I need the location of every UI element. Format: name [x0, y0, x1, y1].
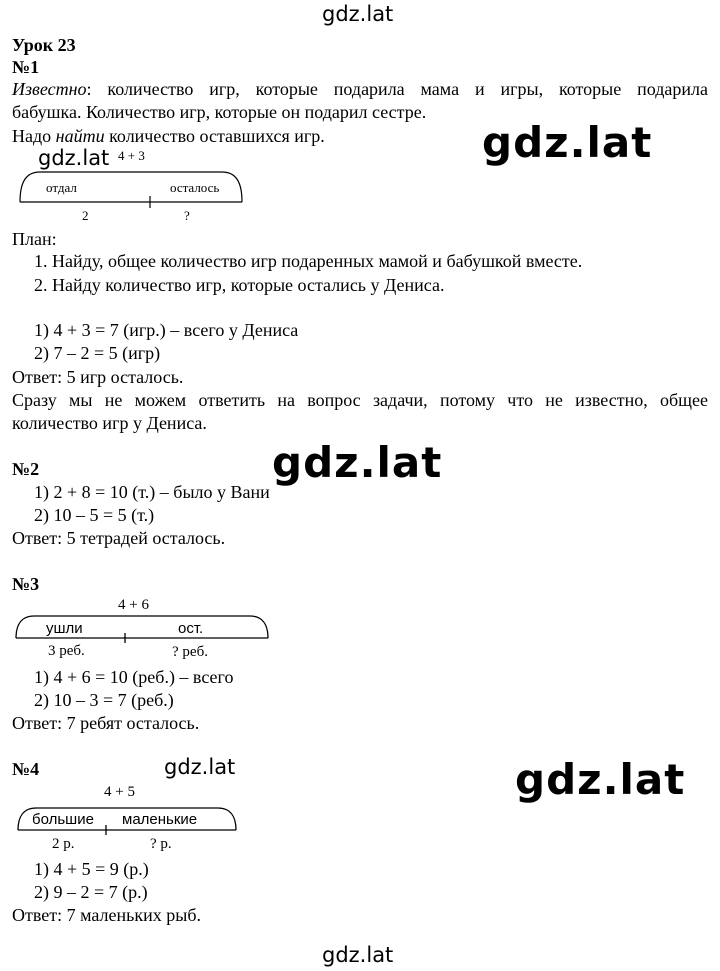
- diagram3-below-left: 3 реб.: [48, 643, 85, 659]
- task2-step-2: 2) 10 – 5 = 5 (т.): [34, 505, 155, 525]
- diagram4-below-left: 2 р.: [52, 836, 75, 852]
- diagram3-left-label: ушли: [46, 620, 83, 637]
- plan-item-1: 1. Найду, общее количество игр подаренных мамой и бабушкой вместе.: [34, 251, 583, 271]
- task1-step-2: 2) 7 – 2 = 5 (игр): [34, 343, 161, 363]
- diagram3-right-label: ост.: [178, 620, 204, 637]
- find-pre: Надо: [12, 126, 56, 146]
- find-label: найти: [55, 126, 105, 146]
- diagram1-left-label: отдал: [46, 180, 77, 195]
- task1-note-line1: Сразу мы не можем ответить на вопрос задачи, потому что не известно, общее: [12, 390, 708, 410]
- task3-number: №3: [12, 574, 40, 594]
- task1-diagram: [12, 140, 252, 230]
- task2-number: №2: [12, 459, 40, 479]
- plan-label: План:: [12, 229, 57, 249]
- diagram4-right-label: маленькие: [122, 811, 198, 828]
- task1-note-line2: количество игр у Дениса.: [12, 413, 207, 433]
- task4-number: №4: [12, 759, 40, 779]
- task4-step-1: 1) 4 + 5 = 9 (р.): [34, 859, 149, 879]
- plan-item-2: 2. Найду количество игр, которые остались у Дениса.: [34, 275, 445, 295]
- diagram1-below-right: ?: [184, 208, 190, 223]
- diagram3-top-label: 4 + 6: [118, 597, 149, 613]
- task1-line2: бабушка. Количество игр, которые он подарил сестре.: [12, 102, 427, 122]
- diagram3-below-right: ? реб.: [172, 644, 208, 660]
- task3-step-2: 2) 10 – 3 = 7 (реб.): [34, 690, 174, 710]
- diagram4-left-label: большие: [32, 811, 94, 828]
- known-label: Известно: [12, 79, 87, 99]
- task3-step-1: 1) 4 + 6 = 10 (реб.) – всего: [34, 667, 234, 687]
- watermark-large-3: gdz.lat: [515, 755, 686, 804]
- lesson-title: Урок 23: [12, 35, 76, 55]
- watermark-diagram1: gdz.lat: [38, 146, 110, 170]
- find-text: количество оставшихся игр.: [104, 126, 325, 146]
- watermark-top: gdz.lat: [322, 2, 394, 26]
- diagram4-top-label: 4 + 5: [104, 784, 135, 800]
- diagram1-below-left: 2: [82, 208, 89, 223]
- known-text: : количество игр, которые подарила мама и игры, которые подарила: [86, 79, 708, 99]
- watermark-large-1: gdz.lat: [482, 118, 653, 167]
- watermark-large-2: gdz.lat: [272, 438, 443, 487]
- task2-answer: Ответ: 5 тетрадей осталось.: [12, 528, 226, 548]
- task1-number: №1: [12, 57, 40, 77]
- task1-step-1: 1) 4 + 3 = 7 (игр.) – всего у Дениса: [34, 320, 299, 340]
- diagram1-top-label: 4 + 3: [118, 148, 145, 163]
- task3-diagram: [12, 592, 272, 666]
- task2-step-1: 1) 2 + 8 = 10 (т.) – было у Вани: [34, 482, 270, 502]
- task1-known-line: [12, 79, 708, 99]
- task1-answer: Ответ: 5 игр осталось.: [12, 367, 184, 387]
- task4-answer: Ответ: 7 маленьких рыб.: [12, 905, 201, 925]
- task4-step-2: 2) 9 – 2 = 7 (р.): [34, 882, 148, 902]
- task3-answer: Ответ: 7 ребят осталось.: [12, 713, 200, 733]
- diagram1-right-label: осталось: [170, 180, 220, 195]
- watermark-bottom: gdz.lat: [322, 943, 394, 967]
- watermark-task4: gdz.lat: [164, 755, 236, 779]
- diagram4-below-right: ? р.: [150, 836, 172, 852]
- task4-diagram: [12, 778, 244, 854]
